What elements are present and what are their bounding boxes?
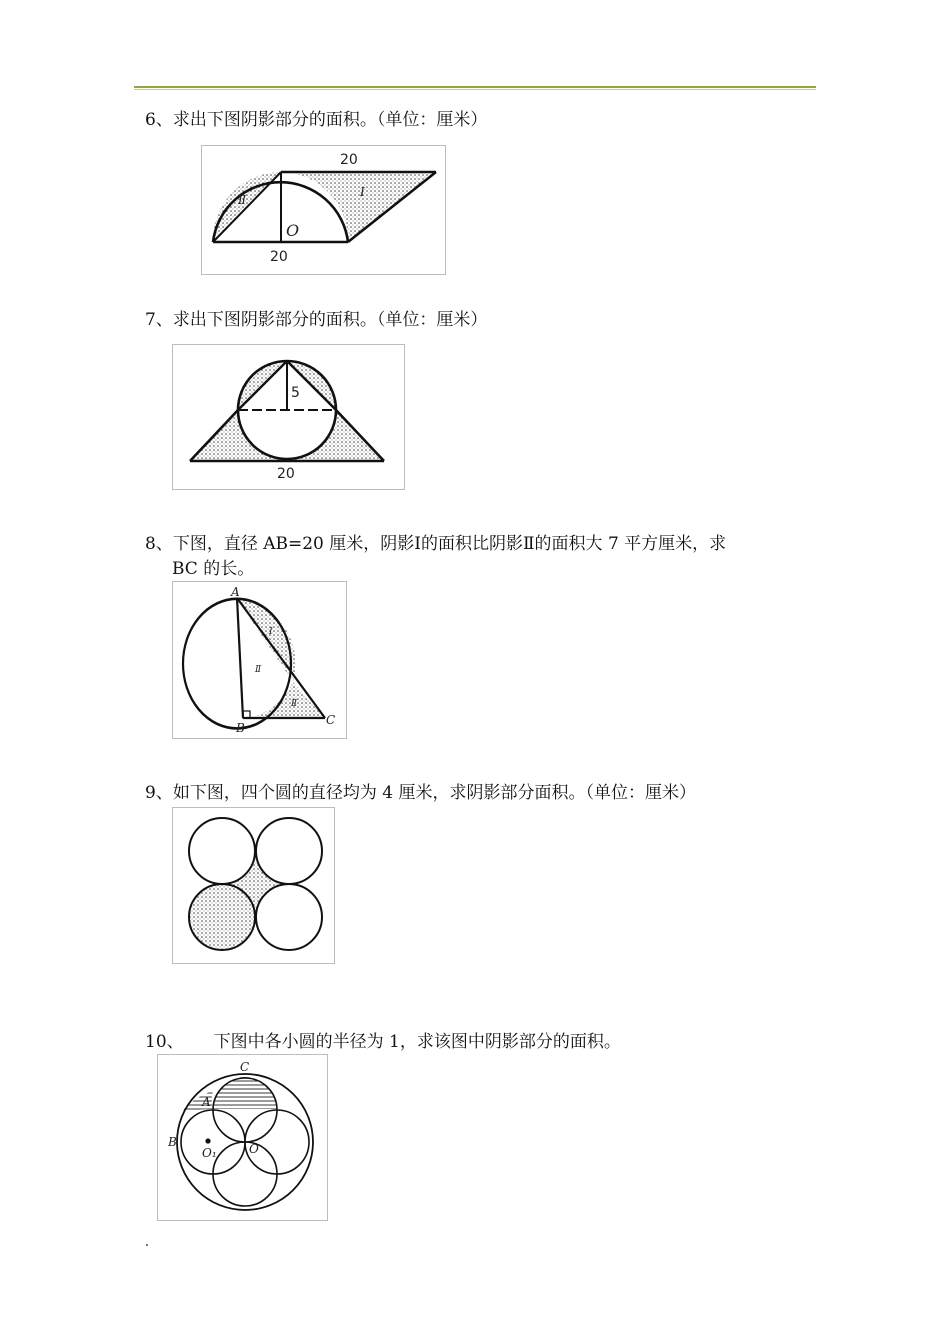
footer-dot [146,1244,148,1246]
header-rule-shadow [134,89,816,90]
problem-10 [145,1030,621,1055]
problem-text: 、如下图，四个圆的直径均为 4 厘米，求阴影部分面积。（单位：厘米） [155,783,696,803]
problem-8-line2: BC 的长。 [172,559,255,579]
label-region-1: I [269,627,273,637]
label-region-3: Ⅱ [291,699,298,709]
label-c: C [240,1060,250,1074]
label-o1: O₁ [202,1146,217,1160]
figure-7 [172,344,405,490]
label-a: A [202,1095,211,1109]
problem-6 [145,108,487,133]
problem-number: 9 [145,783,156,803]
label-c: C [326,713,336,727]
figure-10 [157,1054,328,1221]
figure-6 [201,145,446,275]
label-a: A [231,585,240,599]
problem-8 [145,532,726,557]
label-region-2: Ⅱ [255,665,262,675]
problem-text: 、求出下图阴影部分的面积。（单位：厘米） [155,110,488,130]
figure-8 [172,581,347,739]
problem-number: 8 [145,534,156,554]
problem-9 [145,781,696,806]
label-region-1: I [360,185,365,199]
header-rule [134,86,816,88]
problem-text: 下图中各小圆的半径为 1，求该图中阴影部分的面积。 [213,1032,621,1052]
label-b: B [236,721,245,735]
problem-number: 10 [145,1032,167,1052]
label-height: 5 [291,385,300,401]
label-o: O [286,221,300,240]
problem-number: 6 [145,110,156,130]
problem-number: 7 [145,310,156,330]
problem-text: 、求出下图阴影部分的面积。（单位：厘米） [155,310,488,330]
label-region-2: Ⅱ [238,193,247,207]
label-bottom: 20 [270,249,288,265]
problem-text-line1: 、下图，直径 AB=20 厘米，阴影Ⅰ的面积比阴影Ⅱ的面积大 7 平方厘米，求 [155,534,727,554]
label-o: O [249,1142,259,1156]
problem-separator: 、 [166,1032,184,1052]
label-top: 20 [340,152,358,168]
label-bottom: 20 [277,466,295,482]
figure-9 [172,807,335,964]
label-b: B [168,1135,177,1149]
problem-7 [145,308,487,333]
